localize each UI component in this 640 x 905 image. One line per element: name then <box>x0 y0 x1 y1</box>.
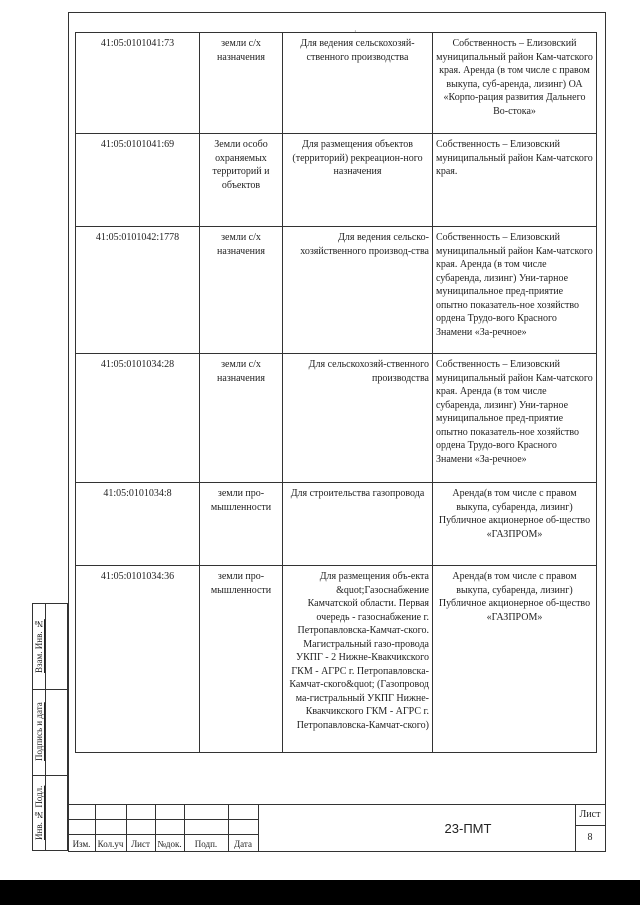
land-category: земли про-мышленности <box>200 566 283 753</box>
permitted-use: Для строительства газопровода <box>283 483 433 566</box>
cadastral-number: 41:05:0101041:73 <box>76 33 200 134</box>
scan-edge-band <box>0 880 640 905</box>
table-row <box>76 483 597 566</box>
title-block <box>68 804 606 852</box>
table-row <box>76 33 597 134</box>
top-mark: · <box>354 27 357 36</box>
col-data: Дата <box>234 839 252 849</box>
cadastral-number: 41:05:0101042:1778 <box>76 227 200 354</box>
cadastral-number: 41:05:0101034:36 <box>76 566 200 753</box>
land-category: земли про-мышленности <box>200 483 283 566</box>
col-izm: Изм. <box>72 839 91 849</box>
sheet-label: Лист <box>579 809 601 820</box>
rights-holder: Аренда(в том числе с правом выкупа, субаренда, лизинг) Публичное акционерное об-щество «ГАЗПРОМ» <box>433 566 597 753</box>
col-kol: Кол.уч <box>97 839 124 849</box>
table-row <box>76 227 597 354</box>
side-label-inv: Инв. № Подл. <box>34 785 44 841</box>
cadastral-number: 41:05:0101041:69 <box>76 134 200 227</box>
land-plots-table <box>75 32 597 753</box>
rights-holder: Собственность – Елизовский муниципальный район Кам-чатского края. Аренда (в том числе субаренда, лизинг) Уни-тарное муниципальное пред-приятие опытно показатель-ное хозяйство ордена Трудо-вого Красного Знамени «За-речное» <box>433 227 597 354</box>
col-ndok: №док. <box>157 839 182 849</box>
side-label-vzam: Взам. Инв. № <box>34 619 44 673</box>
permitted-use: Для размещения объ-екта &quot;Газоснабжение Камчатской области. Первая очередь - газоснабжение г. Петропавловска-Камчат-ского. Магистральный газо-провода УКПГ - 2 Нижне-Квакчикского ГКМ - АГРС г. Петропавловска-Камчат-ского&quot; (Газопровод ма-гистральный УКПГ Нижне-Квакчикского ГКМ - АГРС г. Петропавловска-Камчат-ского) <box>283 566 433 753</box>
rights-holder: Собственность – Елизовский муниципальный район Кам-чатского края. Аренда (в том числе субаренда, лизинг) Уни-тарное муниципальное пред-приятие опытно показатель-ное хозяйство ордена Трудо-вого Красного Знамени «За-речное» <box>433 354 597 483</box>
table-row <box>76 134 597 227</box>
col-podp: Подп. <box>194 839 218 849</box>
permitted-use: Для сельскохозяй-ственного производства <box>283 354 433 483</box>
rights-holder: Аренда(в том числе с правом выкупа, субаренда, лизинг) Публичное акционерное об-щество «ГАЗПРОМ» <box>433 483 597 566</box>
rights-holder: Собственность – Елизовский муниципальный район Кам-чатского края. Аренда (в том числе с правом выкупа, суб-аренда, лизинг) ОА «Корпо-рация развития Дальнего Во-стока» <box>433 33 597 134</box>
table-row <box>76 566 597 753</box>
permitted-use: Для ведения сельско-хозяйственного производ-ства <box>283 227 433 354</box>
document-code: 23-ПМТ <box>444 821 492 836</box>
land-category: земли с/х назначения <box>200 227 283 354</box>
cadastral-number: 41:05:0101034:8 <box>76 483 200 566</box>
rights-holder: Собственность – Елизовский муниципальный район Кам-чатского края. <box>433 134 597 227</box>
col-list: Лист <box>131 839 150 849</box>
land-category: земли с/х назначения <box>200 33 283 134</box>
permitted-use: Для размещения объектов (территорий) рекреацион-ного назначения <box>283 134 433 227</box>
sheet-number: 8 <box>587 832 593 843</box>
side-stamp-fields <box>46 603 68 851</box>
side-label-podpis: Подпись и дата <box>34 702 44 762</box>
land-category: земли с/х назначения <box>200 354 283 483</box>
permitted-use: Для ведения сельскохозяй-ственного производства <box>283 33 433 134</box>
table-row <box>76 354 597 483</box>
cadastral-number: 41:05:0101034:28 <box>76 354 200 483</box>
land-category: Земли особо охраняемых территорий и объектов <box>200 134 283 227</box>
